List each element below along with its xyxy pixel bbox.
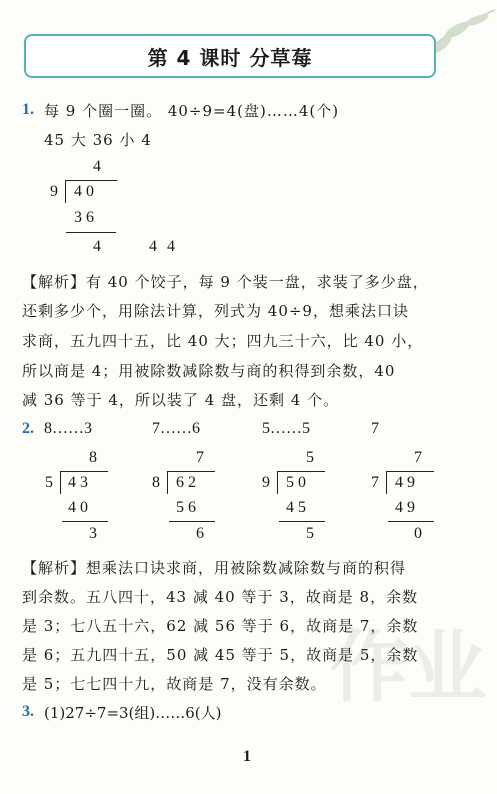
q1-analysis-line: 还剩多少个，用除法计算，列式为 40÷9，想乘法口诀 xyxy=(22,302,409,320)
q1-extra: 4 4 xyxy=(149,238,175,255)
q2-divisor: 9 xyxy=(262,474,270,491)
q2-quotient: 8 xyxy=(89,449,97,466)
q2-divisor: 8 xyxy=(152,474,160,491)
q1-line2: 45 大 36 小 4 xyxy=(44,131,152,149)
q2-dividend: 4 9 xyxy=(395,474,415,491)
q2-product: 4 5 xyxy=(286,499,306,516)
q2-analysis-line: 是 6；五九四十五，50 减 45 等于 5，故商是 5，余数 xyxy=(22,646,419,664)
q2-answer: 7 xyxy=(371,420,379,437)
q2-dividend: 4 3 xyxy=(68,474,88,491)
q2-product: 5 6 xyxy=(176,499,196,516)
q2-dividend: 6 2 xyxy=(176,474,196,491)
q2-analysis-line: 是 5；七七四十九，故商是 7，没有余数。 xyxy=(22,675,327,693)
q1-analysis-line: 所以商是 4；用被除数减除数与商的积得到余数，40 xyxy=(22,362,396,380)
q2-quotient: 7 xyxy=(414,449,422,466)
q1-divisor: 9 xyxy=(50,183,58,200)
q2-analysis-line: 到余数。五八四十，43 减 40 等于 3，故商是 8，余数 xyxy=(22,588,419,606)
q2-number: 2. xyxy=(22,420,34,437)
q3-number: 3. xyxy=(22,703,34,720)
q1-number: 1. xyxy=(22,101,34,118)
q2-answer: 5……5 xyxy=(262,420,310,437)
lesson-title-box xyxy=(24,34,436,78)
q1-remainder: 4 xyxy=(93,238,101,255)
q2-product: 4 9 xyxy=(395,499,415,516)
q2-analysis-line: 【解析】想乘法口诀求商，用被除数减除数与商的积得 xyxy=(22,559,407,577)
q2-divisor: 7 xyxy=(371,474,379,491)
page-number: 1 xyxy=(243,748,251,765)
q2-answer: 7……6 xyxy=(152,420,200,437)
q2-quotient: 7 xyxy=(196,449,204,466)
q2-divisor: 5 xyxy=(45,474,53,491)
q2-product: 4 0 xyxy=(68,499,88,516)
watermark: 作业 xyxy=(330,623,487,713)
q1-analysis-line: 求商，五九四十五，比 40 大；四九三十六，比 40 小， xyxy=(22,332,424,350)
q3-line1: (1)27÷7=3(组)……6(人) xyxy=(44,704,222,722)
q2-remainder: 6 xyxy=(196,525,204,542)
q1-analysis-line: 【解析】有 40 个饺子，每 9 个装一盘，求装了多少盘， xyxy=(22,273,429,291)
q1-analysis-line: 减 36 等于 4，所以装了 4 盘，还剩 4 个。 xyxy=(22,391,340,409)
lesson-title: 第 4 课时 分草莓 xyxy=(147,45,313,70)
q2-remainder: 0 xyxy=(414,525,422,542)
q2-quotient: 5 xyxy=(306,449,314,466)
q2-dividend: 5 0 xyxy=(286,474,306,491)
q1-dividend: 4 0 xyxy=(74,183,94,200)
q2-remainder: 5 xyxy=(306,525,314,542)
q2-remainder: 3 xyxy=(89,525,97,542)
q1-line1: 每 9 个圈一圈。 40÷9=4(盘)……4(个) xyxy=(44,102,340,120)
q1-product: 3 6 xyxy=(74,209,94,226)
q2-answer: 8……3 xyxy=(44,420,92,437)
q1-quotient: 4 xyxy=(93,158,101,175)
q2-analysis-line: 是 3；七八五十六，62 减 56 等于 6，故商是 7，余数 xyxy=(22,617,419,635)
